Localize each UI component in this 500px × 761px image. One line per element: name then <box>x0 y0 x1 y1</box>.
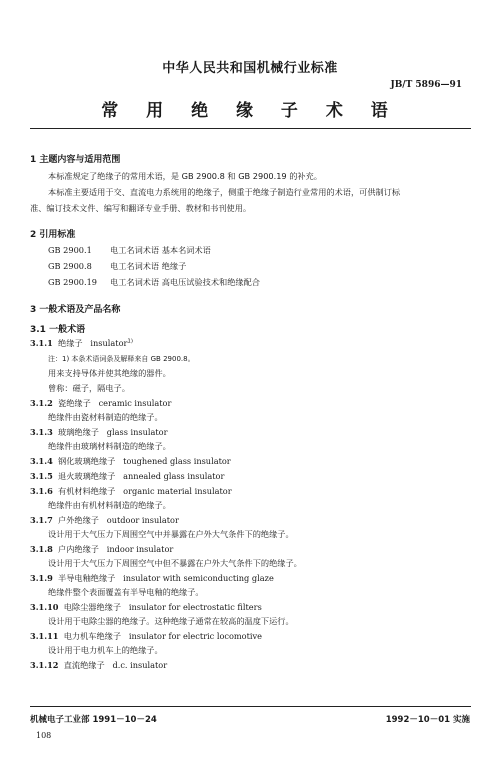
ref-code: GB 2900.19 <box>48 277 98 287</box>
document-title: 常 用 绝 缘 子 术 语 <box>101 101 399 121</box>
term-en: organic material insulator <box>123 486 232 496</box>
term-cn: 直流绝缘子 <box>63 660 105 670</box>
term-definition: 设计用于大气压力下周围空气中但不暴露在户外大气条件下的绝缘子。 <box>48 558 302 568</box>
term-number: 3.1.7 <box>30 515 53 525</box>
term-cn: 半导电釉绝缘子 <box>58 573 116 583</box>
term-en: glass insulator <box>106 427 168 437</box>
term-3-1-12 <box>30 660 167 671</box>
section-1-heading: 1 主题内容与适用范围 <box>30 155 121 165</box>
term-definition: 设计用于电力机车上的绝缘子。 <box>48 645 163 655</box>
footnote: 注：1) 本条术语词条及解释来自 GB 2900.8。 <box>48 355 195 363</box>
term-definition: 用来支持导体并使其绝缘的器件。 <box>48 368 171 378</box>
term-definition: 设计用于大气压力下周围空气中并暴露在户外大气条件下的绝缘子。 <box>48 529 294 539</box>
term-3-1-7 <box>30 515 179 526</box>
term-3-1-1 <box>30 338 133 349</box>
term-en: annealed glass insulator <box>123 471 225 481</box>
term-cn: 退火玻璃绝缘子 <box>58 471 116 481</box>
term-cn: 电力机车绝缘子 <box>63 631 122 641</box>
term-number: 3.1.2 <box>30 398 53 408</box>
page-number: 108 <box>36 731 52 740</box>
footer-rule <box>30 706 471 707</box>
section-3-heading: 3 一般术语及产品名称 <box>30 305 121 315</box>
ref-text: 电工名词术语 基本名词术语 <box>110 245 211 255</box>
term-en: insulator for electrostatic filters <box>128 602 262 612</box>
term-definition: 绝缘件由玻璃材料制造的绝缘子。 <box>48 441 171 451</box>
title-rule <box>30 128 471 129</box>
term-en: insulator with semiconducting glaze <box>123 573 274 583</box>
term-number: 3.1.8 <box>30 544 53 554</box>
term-en: outdoor insulator <box>106 515 179 525</box>
ref-code: GB 2900.8 <box>48 261 92 271</box>
section-1-paragraph-1: 本标准规定了绝缘子的常用术语，是 GB 2900.8 和 GB 2900.19 的补充。 <box>48 171 322 181</box>
term-number: 3.1.4 <box>30 456 53 466</box>
term-cn: 钢化玻璃绝缘子 <box>58 456 116 466</box>
effective-date: 1992－10－01 实施 <box>385 715 470 725</box>
term-en: d.c. insulator <box>112 660 168 670</box>
section-1-paragraph-2b: 准、编订技术文件、编写和翻译专业手册、教材和书刊使用。 <box>30 203 252 213</box>
term-cn: 户外绝缘子 <box>58 515 99 525</box>
term-definition: 绝缘件整个表面覆盖有半导电釉的绝缘子。 <box>48 587 204 597</box>
term-number: 3.1.3 <box>30 427 53 437</box>
term-definition: 绝缘件由有机材料制造的绝缘子。 <box>48 500 171 510</box>
term-definition: 设计用于电除尘器的绝缘子。这种绝缘子通常在较高的温度下运行。 <box>48 616 294 626</box>
footnote-marker: 1) <box>127 338 134 345</box>
ref-text: 电工名词术语 绝缘子 <box>110 261 187 271</box>
term-3-1-8 <box>30 544 173 555</box>
term-number: 3.1.1 <box>30 338 53 348</box>
section-1-paragraph-2a: 本标准主要适用于交、直流电力系统用的绝缘子，侧重于绝缘子制造行业常用的术语，可供制订标 <box>48 187 401 197</box>
section-2-heading: 2 引用标准 <box>30 230 76 240</box>
term-3-1-9 <box>30 573 274 584</box>
term-3-1-4 <box>30 456 231 467</box>
term-number: 3.1.9 <box>30 573 53 583</box>
term-en: insulator for electric locomotive <box>128 631 262 641</box>
term-number: 3.1.6 <box>30 486 53 496</box>
term-3-1-11 <box>30 631 262 642</box>
term-alias: 曾称：磁子，隔电子。 <box>48 383 130 393</box>
term-number: 3.1.10 <box>30 602 59 612</box>
issuer-date: 机械电子工业部 1991－10－24 <box>30 715 157 725</box>
term-3-1-5 <box>30 471 224 482</box>
term-cn: 户内绝缘子 <box>58 544 99 554</box>
term-3-1-2 <box>30 398 171 409</box>
term-definition: 绝缘件由瓷材料制造的绝缘子。 <box>48 412 163 422</box>
ref-text: 电工名词术语 高电压试验技术和绝缘配合 <box>110 277 260 287</box>
term-3-1-6 <box>30 486 232 497</box>
standard-number: JB/T 5896—91 <box>390 80 462 90</box>
term-number: 3.1.12 <box>30 660 59 670</box>
ref-code: GB 2900.1 <box>48 245 92 255</box>
term-en: toughened glass insulator <box>123 456 231 466</box>
term-3-1-10 <box>30 602 262 613</box>
term-cn: 玻璃绝缘子 <box>58 427 99 437</box>
term-en: insulator <box>90 338 128 348</box>
term-cn: 有机材料绝缘子 <box>58 486 116 496</box>
term-3-1-3 <box>30 427 168 438</box>
term-en: indoor insulator <box>106 544 174 554</box>
term-cn: 瓷绝缘子 <box>58 398 91 408</box>
term-cn: 电除尘器绝缘子 <box>63 602 122 612</box>
term-number: 3.1.5 <box>30 471 53 481</box>
term-number: 3.1.11 <box>30 631 59 641</box>
section-3-1-heading: 3.1 一般术语 <box>30 325 86 335</box>
term-en: ceramic insulator <box>98 398 172 408</box>
term-cn: 绝缘子 <box>58 338 83 348</box>
organization-title: 中华人民共和国机械行业标准 <box>162 61 338 76</box>
